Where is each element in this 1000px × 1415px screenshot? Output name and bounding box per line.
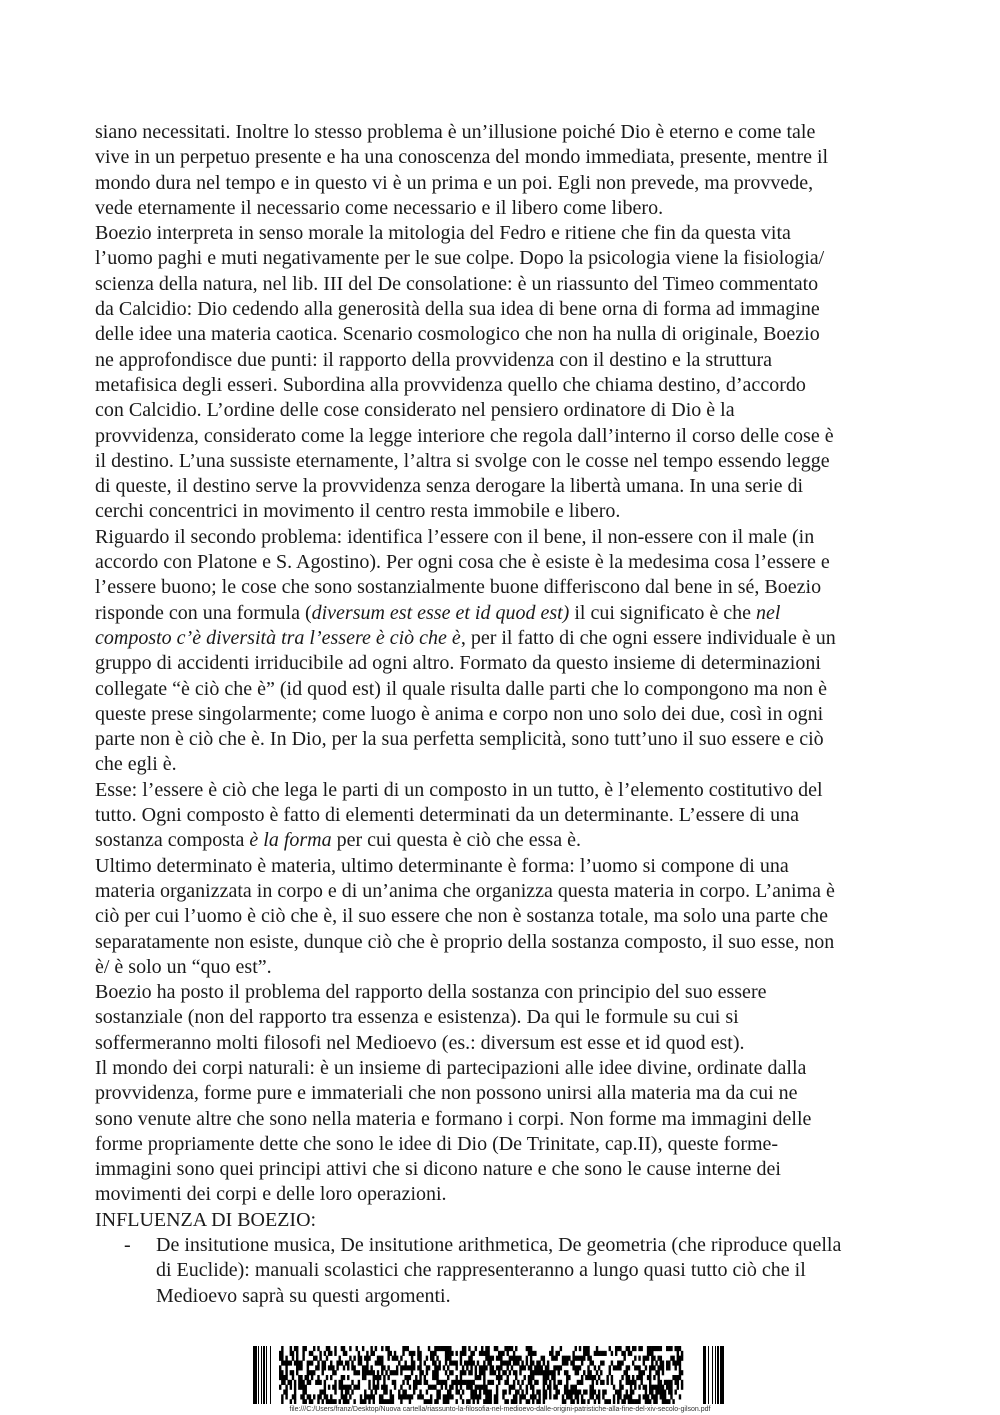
italic-text: nel composto c’è diversità tra l’essere è ciò che è	[95, 601, 781, 649]
italic-text: diversum est esse et id quod est)	[311, 601, 570, 624]
paragraph: Ultimo determinato è materia, ultimo determinante è forma: l’uomo si compone di una materia organizzata in corpo e di un’anima che organizza questa materia in corpo. L’anima è ciò per cui l’uomo è ciò che è, il suo essere che non è sostanza totale, ma solo una parte che separatamente non esiste, dunque ciò che è proprio della sostanza composto, il suo esse, non è/ è solo un “quo est”.	[95, 854, 835, 978]
paragraph: Il mondo dei corpi naturali: è un insieme di partecipazioni alle idee divine, ordinate dalla provvidenza, forme pure e immateriali che non possono unirsi alla materia ma da cui ne sono venute altre che sono nella materia e formano i corpi. Non forme ma immagini delle forme propriamente dette che sono le idee di Dio (De Trinitate, cap.II), queste forme- immagini sono quei principi attivi che si dicono nature e che sono le cause interne dei movimenti dei corpi e delle loro operazioni.	[95, 1056, 812, 1206]
paragraph: siano necessitati. Inoltre lo stesso problema è un’illusione poiché Dio è eterno e come tale vive in un perpetuo presente e ha una conoscenza del mondo immediata, presente, mentre il mondo dura nel tempo e in questo vi è un prima e un poi. Egli non prevede, ma provvede, vede eternamente il necessario come necessario e il libero come libero.	[95, 121, 829, 219]
paragraph	[95, 778, 907, 854]
paragraph: Boezio interpreta in senso morale la mitologia del Fedro e ritiene che fin da questa vita l’uomo paghi e muti negativamente per le sue colpe. Dopo la psicologia viene la fisiologia/ scienza della natura, nel lib. III del De consolatione: è un riassunto del Timeo commentato da Calcidio: Dio cedendo alla generosità della sua idea di bene orna di forma ad immagine delle idee una materia caotica. Scenario cosmologico che non ha nulla di originale, Boezio ne approfondisce due punti: il rapporto della provvidenza con il destino e la struttura metafisica degli esseri. Subordina alla provvidenza quello che chiama destino, d’accordo con Calcidio. L’ordine delle cose considerato nel pensiero ordinatore di Dio è la provvidenza, considerato come la legge interiore che regola dall’interno il corso delle cose è il destino. L’una sussiste eternamente, l’altra si svolge con le cosse nel tempo essendo legge di queste, il destino serve la provvidenza senza derogare la libertà umana. In una serie di cerchi concentrici in movimento il centro resta immobile e libero.	[95, 222, 834, 523]
list-item	[95, 1233, 907, 1309]
text-run: per cui questa è ciò che essa è.	[331, 829, 581, 852]
file-path-footer: file:///C:/Users/franz/Desktop/Nuova cartella/riassunto-la-filosofia-nel-medioevo-dalle-origini-patristiche-alla-fine-del-xiv-secolo-gilson.pdf	[289, 1406, 711, 1413]
bullet-list	[95, 1233, 907, 1309]
text-run: Riguardo il secondo problema: identifica l’essere con il bene, il non-essere con il male (in accordo con Platone e S. Agostino). Per ogni cosa che è esiste è la medesima cosa l’essere e l’essere buono; le cose che sono sostanzialmente buone differiscono dal bene in sé, Boezio risponde con una formula (	[95, 525, 830, 624]
document-body	[95, 120, 907, 1309]
text-run: , per il fatto di che ogni essere individuale è un gruppo di accidenti irriducibile ad ogni altro. Formato da questo insieme di determinazioni collegate “è ciò che è” (id quod est) il quale risulta dalle parti che lo compongono ma non è queste prese singolarmente; come luogo è anima e corpo non uno solo dei due, così in ogni parte non è ciò che è. In Dio, per la sua perfetta semplicità, sono tutt’uno il suo essere e ciò che egli è.	[95, 626, 836, 776]
list-bullet: -	[124, 1234, 131, 1257]
text-run: Esse: l’essere è ciò che lega le parti di un composto in un tutto, è l’elemento costitutivo del tutto. Ogni composto è fatto di elementi determinati da un determinante. L’essere di una sostanza composta	[95, 778, 823, 852]
barcode-image	[253, 1346, 737, 1404]
paragraph	[95, 525, 907, 778]
list-item-text: De insitutione musica, De insitutione arithmetica, De geometria (che riproduce quella di Euclide): manuali scolastici che rappresenteranno a lungo quasi tutto ciò che il Medioevo saprà su questi argomenti.	[156, 1234, 842, 1307]
paragraph: Boezio ha posto il problema del rapporto della sostanza con principio del suo essere sostanziale (non del rapporto tra essenza e esistenza). Da qui le formule su cui si soffermeranno molti filosofi nel Medioevo (es.: diversum est esse et id quod est).	[95, 981, 767, 1054]
italic-text: è la forma	[249, 829, 332, 852]
section-heading: INFLUENZA DI BOEZIO:	[95, 1208, 317, 1231]
text-run: il cui significato è che	[569, 601, 756, 624]
